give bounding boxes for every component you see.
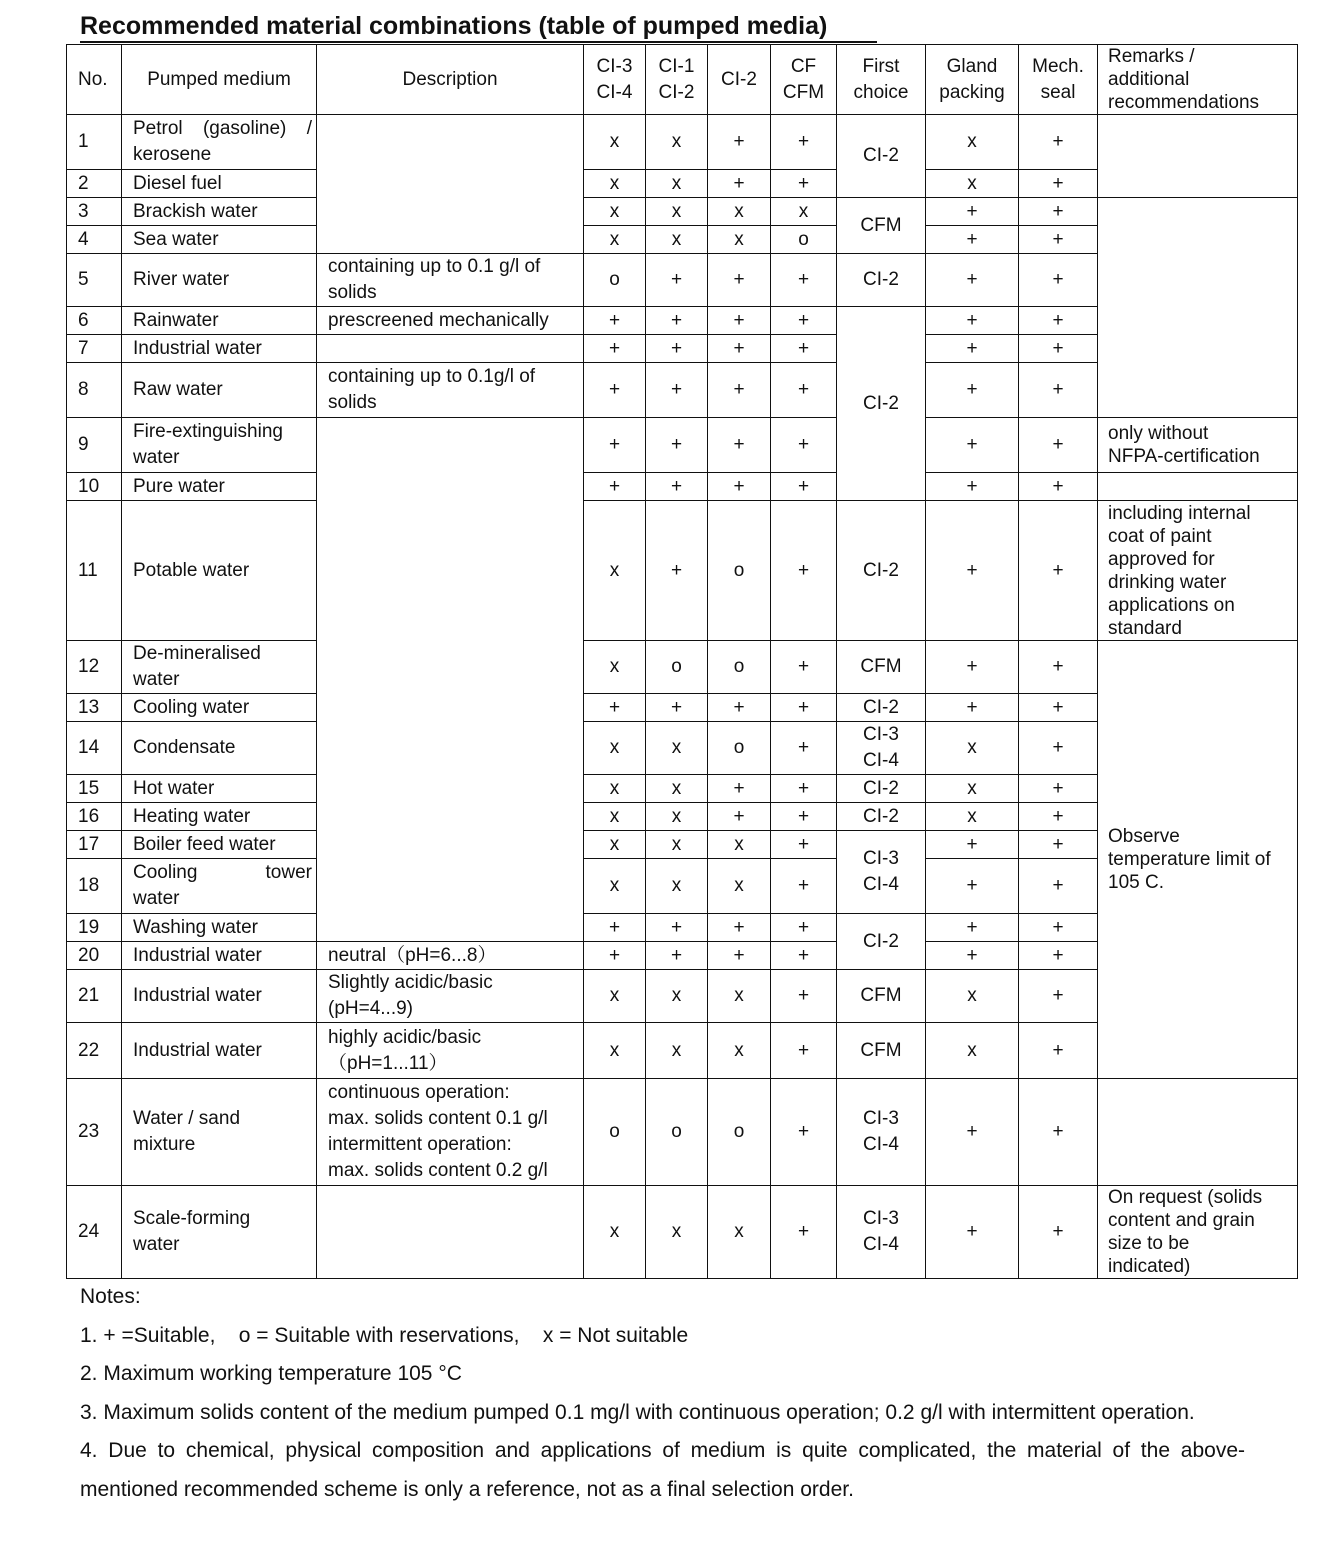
mech-seal-mark: +	[1019, 859, 1098, 914]
mech-seal-mark: +	[1019, 335, 1098, 363]
ci3-ci4-mark: o	[584, 254, 646, 307]
pumped-medium: Diesel fuel	[122, 170, 317, 198]
note-3: 3. Maximum solids content of the medium pumped 0.1 mg/l with continuous operation; 0.2 g/l with intermittent operation.	[80, 1400, 1195, 1424]
description: containing up to 0.1g/l of solids	[317, 363, 584, 418]
cf-cfm-mark: +	[771, 914, 837, 942]
pumped-medium: Heating water	[122, 803, 317, 831]
pumped-medium: Rainwater	[122, 307, 317, 335]
cf-cfm-mark: +	[771, 803, 837, 831]
gland-packing-mark: +	[926, 307, 1019, 335]
header-mech-seal: Mech. seal	[1019, 45, 1098, 115]
mech-seal-mark: +	[1019, 198, 1098, 226]
gland-packing-mark: +	[926, 641, 1019, 694]
header-first-choice: First choice	[837, 45, 926, 115]
gland-packing-mark: +	[926, 501, 1019, 641]
first-choice: CI-2	[837, 914, 926, 970]
gland-packing-mark: +	[926, 831, 1019, 859]
gland-packing-mark: +	[926, 859, 1019, 914]
ci3-ci4-mark: x	[584, 970, 646, 1023]
ci2-mark: x	[708, 831, 771, 859]
table-row	[67, 473, 1298, 501]
mech-seal-mark: +	[1019, 418, 1098, 473]
pumped-medium: Brackish water	[122, 198, 317, 226]
ci1-ci2-mark: o	[646, 1079, 708, 1186]
row-number: 21	[67, 970, 122, 1023]
mech-seal-mark: +	[1019, 803, 1098, 831]
mech-seal-mark: +	[1019, 1079, 1098, 1186]
ci3-ci4-mark: +	[584, 694, 646, 722]
gland-packing-mark: +	[926, 473, 1019, 501]
remarks	[1098, 473, 1298, 501]
header-ci3-ci4: CI-3 CI-4	[584, 45, 646, 115]
row-number: 6	[67, 307, 122, 335]
gland-packing-mark: x	[926, 722, 1019, 775]
table-row	[67, 1186, 1298, 1279]
first-choice: CFM	[837, 970, 926, 1023]
ci1-ci2-mark: x	[646, 226, 708, 254]
description: continuous operation: max. solids content 0.1 g/l intermittent operation: max. solids content 0.2 g/l	[317, 1079, 584, 1186]
ci2-mark: +	[708, 115, 771, 170]
ci2-mark: +	[708, 335, 771, 363]
cf-cfm-mark: +	[771, 473, 837, 501]
cf-cfm-mark: +	[771, 307, 837, 335]
first-choice: CI-3 CI-4	[837, 1079, 926, 1186]
first-choice: CI-2	[837, 501, 926, 641]
mech-seal-mark: +	[1019, 775, 1098, 803]
ci2-mark: x	[708, 1023, 771, 1079]
mech-seal-mark: +	[1019, 170, 1098, 198]
row-number: 20	[67, 942, 122, 970]
remarks	[1098, 115, 1298, 198]
description: Slightly acidic/basic (pH=4...9)	[317, 970, 584, 1023]
ci2-mark: +	[708, 254, 771, 307]
first-choice: CI-3 CI-4	[837, 831, 926, 914]
row-number: 5	[67, 254, 122, 307]
row-number: 7	[67, 335, 122, 363]
header-ci1-ci2: CI-1 CI-2	[646, 45, 708, 115]
note-1-suitable: 1. + =Suitable,	[80, 1323, 216, 1347]
ci2-mark: o	[708, 1079, 771, 1186]
first-choice: CI-2	[837, 115, 926, 198]
cf-cfm-mark: +	[771, 418, 837, 473]
ci1-ci2-mark: +	[646, 307, 708, 335]
ci3-ci4-mark: x	[584, 170, 646, 198]
ci2-mark: +	[708, 307, 771, 335]
ci1-ci2-mark: x	[646, 170, 708, 198]
cf-cfm-mark: +	[771, 254, 837, 307]
gland-packing-mark: +	[926, 942, 1019, 970]
description: prescreened mechanically	[317, 307, 584, 335]
ci3-ci4-mark: +	[584, 363, 646, 418]
gland-packing-mark: +	[926, 694, 1019, 722]
title-underline	[80, 41, 877, 43]
header-description: Description	[317, 45, 584, 115]
ci1-ci2-mark: x	[646, 115, 708, 170]
ci1-ci2-mark: x	[646, 831, 708, 859]
mech-seal-mark: +	[1019, 914, 1098, 942]
row-number: 14	[67, 722, 122, 775]
gland-packing-mark: +	[926, 226, 1019, 254]
cf-cfm-mark: +	[771, 775, 837, 803]
ci1-ci2-mark: x	[646, 722, 708, 775]
ci2-mark: +	[708, 418, 771, 473]
pumped-medium: Raw water	[122, 363, 317, 418]
cf-cfm-mark: +	[771, 1079, 837, 1186]
table-row	[67, 115, 1298, 170]
table-header-row	[67, 45, 1298, 115]
cf-cfm-mark: +	[771, 1023, 837, 1079]
ci2-mark: x	[708, 859, 771, 914]
description: neutral（pH=6...8）	[317, 942, 584, 970]
ci3-ci4-mark: +	[584, 307, 646, 335]
gland-packing-mark: x	[926, 970, 1019, 1023]
ci3-ci4-mark: x	[584, 115, 646, 170]
gland-packing-mark: +	[926, 198, 1019, 226]
row-number: 17	[67, 831, 122, 859]
mech-seal-mark: +	[1019, 641, 1098, 694]
ci1-ci2-mark: +	[646, 363, 708, 418]
cf-cfm-mark: +	[771, 831, 837, 859]
ci1-ci2-mark: +	[646, 473, 708, 501]
ci1-ci2-mark: +	[646, 694, 708, 722]
ci3-ci4-mark: o	[584, 1079, 646, 1186]
gland-packing-mark: x	[926, 115, 1019, 170]
pumped-medium: Boiler feed water	[122, 831, 317, 859]
first-choice: CFM	[837, 198, 926, 254]
note-1-not-suitable: x = Not suitable	[542, 1323, 689, 1347]
ci1-ci2-mark: x	[646, 859, 708, 914]
ci3-ci4-mark: x	[584, 1186, 646, 1279]
pumped-medium: Potable water	[122, 501, 317, 641]
note-4: 4. Due to chemical, physical composition and applications of medium is quite complicated, the material of the above-mentioned recommended scheme is only a reference, not as a final selection order.	[80, 1439, 1245, 1501]
description	[317, 1186, 584, 1279]
table-row	[67, 501, 1298, 641]
ci2-mark: +	[708, 803, 771, 831]
ci3-ci4-mark: +	[584, 942, 646, 970]
pumped-medium: Pure water	[122, 473, 317, 501]
row-number: 11	[67, 501, 122, 641]
row-number: 9	[67, 418, 122, 473]
description	[317, 418, 584, 942]
row-number: 16	[67, 803, 122, 831]
ci2-mark: x	[708, 970, 771, 1023]
gland-packing-mark: x	[926, 775, 1019, 803]
gland-packing-mark: x	[926, 803, 1019, 831]
ci2-mark: x	[708, 1186, 771, 1279]
pumped-medium: Hot water	[122, 775, 317, 803]
header-remarks: Remarks / additional recommendations	[1098, 45, 1298, 115]
cf-cfm-mark: +	[771, 859, 837, 914]
ci3-ci4-mark: x	[584, 501, 646, 641]
page-title: Recommended material combinations (table of pumped media)	[80, 12, 828, 40]
row-number: 22	[67, 1023, 122, 1079]
row-number: 15	[67, 775, 122, 803]
mech-seal-mark: +	[1019, 115, 1098, 170]
mech-seal-mark: +	[1019, 363, 1098, 418]
ci1-ci2-mark: +	[646, 914, 708, 942]
description	[317, 335, 584, 363]
remarks: including internal coat of paint approved for drinking water applications on standard	[1098, 501, 1298, 641]
first-choice: CI-3 CI-4	[837, 1186, 926, 1279]
mech-seal-mark: +	[1019, 831, 1098, 859]
mech-seal-mark: +	[1019, 694, 1098, 722]
remarks	[1098, 1079, 1298, 1186]
ci1-ci2-mark: x	[646, 775, 708, 803]
ci2-mark: +	[708, 914, 771, 942]
cf-cfm-mark: +	[771, 335, 837, 363]
pumped-medium: Water / sand mixture	[122, 1079, 317, 1186]
ci3-ci4-mark: x	[584, 831, 646, 859]
ci3-ci4-mark: x	[584, 775, 646, 803]
pumped-medium: Cooling water	[122, 694, 317, 722]
ci3-ci4-mark: x	[584, 722, 646, 775]
ci3-ci4-mark: +	[584, 418, 646, 473]
mech-seal-mark: +	[1019, 1186, 1098, 1279]
first-choice: CI-2	[837, 694, 926, 722]
description	[317, 115, 584, 254]
remarks: On request (solids content and grain size to be indicated)	[1098, 1186, 1298, 1279]
ci3-ci4-mark: x	[584, 859, 646, 914]
gland-packing-mark: +	[926, 418, 1019, 473]
header-cf-cfm: CF CFM	[771, 45, 837, 115]
ci2-mark: o	[708, 501, 771, 641]
ci3-ci4-mark: x	[584, 226, 646, 254]
ci1-ci2-mark: x	[646, 1186, 708, 1279]
cf-cfm-mark: +	[771, 641, 837, 694]
pumped-medium: Petrol (gasoline) / kerosene	[122, 115, 317, 170]
ci3-ci4-mark: +	[584, 914, 646, 942]
pumped-medium: Sea water	[122, 226, 317, 254]
description: containing up to 0.1 g/l of solids	[317, 254, 584, 307]
pumped-medium: River water	[122, 254, 317, 307]
cf-cfm-mark: +	[771, 970, 837, 1023]
material-table	[66, 44, 1298, 1279]
gland-packing-mark: +	[926, 1079, 1019, 1186]
gland-packing-mark: +	[926, 1186, 1019, 1279]
ci1-ci2-mark: x	[646, 803, 708, 831]
cf-cfm-mark: +	[771, 694, 837, 722]
ci2-mark: +	[708, 694, 771, 722]
mech-seal-mark: +	[1019, 722, 1098, 775]
header-no: No.	[67, 45, 122, 115]
cf-cfm-mark: o	[771, 226, 837, 254]
header-ci2: CI-2	[708, 45, 771, 115]
ci3-ci4-mark: x	[584, 803, 646, 831]
row-number: 24	[67, 1186, 122, 1279]
gland-packing-mark: +	[926, 335, 1019, 363]
pumped-medium: Scale-forming water	[122, 1186, 317, 1279]
pumped-medium: De-mineralised water	[122, 641, 317, 694]
row-number: 19	[67, 914, 122, 942]
gland-packing-mark: +	[926, 914, 1019, 942]
first-choice: CI-2	[837, 254, 926, 307]
pumped-medium: Industrial water	[122, 970, 317, 1023]
header-gland-packing: Gland packing	[926, 45, 1019, 115]
cf-cfm-mark: +	[771, 942, 837, 970]
ci3-ci4-mark: x	[584, 198, 646, 226]
ci3-ci4-mark: +	[584, 473, 646, 501]
first-choice: CI-3 CI-4	[837, 722, 926, 775]
cf-cfm-mark: +	[771, 363, 837, 418]
mech-seal-mark: +	[1019, 1023, 1098, 1079]
cf-cfm-mark: +	[771, 722, 837, 775]
mech-seal-mark: +	[1019, 970, 1098, 1023]
row-number: 13	[67, 694, 122, 722]
ci3-ci4-mark: x	[584, 1023, 646, 1079]
note-1-reservations: o = Suitable with reservations,	[238, 1323, 520, 1347]
row-number: 23	[67, 1079, 122, 1186]
cf-cfm-mark: +	[771, 115, 837, 170]
remarks: Observe temperature limit of 105 C.	[1098, 641, 1298, 1079]
pumped-medium: Washing water	[122, 914, 317, 942]
mech-seal-mark: +	[1019, 473, 1098, 501]
description: highly acidic/basic （pH=1...11）	[317, 1023, 584, 1079]
first-choice: CI-2	[837, 775, 926, 803]
remarks	[1098, 198, 1298, 418]
row-number: 3	[67, 198, 122, 226]
mech-seal-mark: +	[1019, 254, 1098, 307]
ci3-ci4-mark: x	[584, 641, 646, 694]
pumped-medium: Fire-extinguishing water	[122, 418, 317, 473]
row-number: 8	[67, 363, 122, 418]
pumped-medium: Cooling tower water	[122, 859, 317, 914]
ci1-ci2-mark: +	[646, 418, 708, 473]
ci1-ci2-mark: +	[646, 254, 708, 307]
remarks: only without NFPA-certification	[1098, 418, 1298, 473]
table-row	[67, 198, 1298, 226]
first-choice: CFM	[837, 641, 926, 694]
pumped-medium: Condensate	[122, 722, 317, 775]
notes	[80, 1278, 1245, 1509]
gland-packing-mark: x	[926, 1023, 1019, 1079]
ci1-ci2-mark: o	[646, 641, 708, 694]
gland-packing-mark: +	[926, 363, 1019, 418]
ci2-mark: +	[708, 775, 771, 803]
cf-cfm-mark: +	[771, 170, 837, 198]
ci2-mark: +	[708, 473, 771, 501]
mech-seal-mark: +	[1019, 226, 1098, 254]
mech-seal-mark: +	[1019, 501, 1098, 641]
row-number: 12	[67, 641, 122, 694]
mech-seal-mark: +	[1019, 307, 1098, 335]
ci1-ci2-mark: +	[646, 335, 708, 363]
table-row	[67, 641, 1298, 694]
ci1-ci2-mark: +	[646, 501, 708, 641]
table-row	[67, 1079, 1298, 1186]
notes-heading: Notes:	[80, 1285, 141, 1308]
ci2-mark: x	[708, 198, 771, 226]
gland-packing-mark: +	[926, 254, 1019, 307]
row-number: 1	[67, 115, 122, 170]
pumped-medium: Industrial water	[122, 1023, 317, 1079]
cf-cfm-mark: +	[771, 1186, 837, 1279]
first-choice: CI-2	[837, 803, 926, 831]
table-row	[67, 418, 1298, 473]
ci1-ci2-mark: +	[646, 942, 708, 970]
ci1-ci2-mark: x	[646, 1023, 708, 1079]
ci2-mark: o	[708, 722, 771, 775]
cf-cfm-mark: +	[771, 501, 837, 641]
row-number: 2	[67, 170, 122, 198]
first-choice: CI-2	[837, 307, 926, 501]
ci1-ci2-mark: x	[646, 970, 708, 1023]
pumped-medium: Industrial water	[122, 942, 317, 970]
ci2-mark: x	[708, 226, 771, 254]
first-choice: CFM	[837, 1023, 926, 1079]
ci2-mark: +	[708, 170, 771, 198]
cf-cfm-mark: x	[771, 198, 837, 226]
note-2: 2. Maximum working temperature 105 °C	[80, 1362, 462, 1385]
ci2-mark: o	[708, 641, 771, 694]
note-1	[80, 1317, 1245, 1356]
ci2-mark: +	[708, 942, 771, 970]
pumped-medium: Industrial water	[122, 335, 317, 363]
ci3-ci4-mark: +	[584, 335, 646, 363]
row-number: 18	[67, 859, 122, 914]
ci1-ci2-mark: x	[646, 198, 708, 226]
ci2-mark: +	[708, 363, 771, 418]
row-number: 10	[67, 473, 122, 501]
mech-seal-mark: +	[1019, 942, 1098, 970]
header-medium: Pumped medium	[122, 45, 317, 115]
row-number: 4	[67, 226, 122, 254]
gland-packing-mark: x	[926, 170, 1019, 198]
